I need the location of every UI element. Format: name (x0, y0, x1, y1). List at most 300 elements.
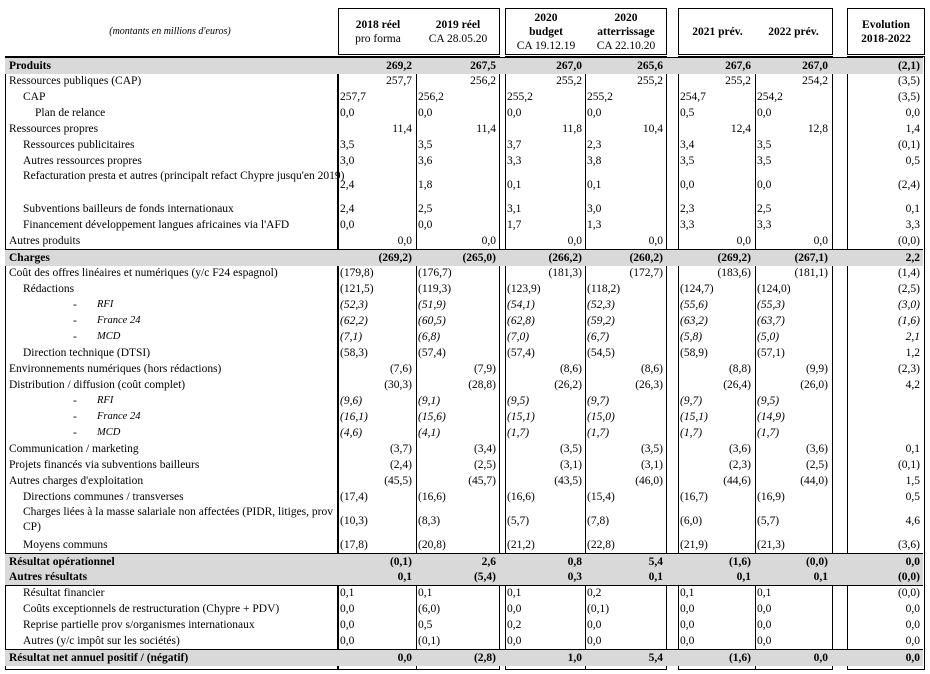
cell-value: 0,0 (905, 619, 920, 631)
table-row (5, 441, 923, 457)
table-row (5, 201, 923, 217)
cell-value: 0,0 (340, 219, 355, 231)
row-label: Charges (9, 252, 50, 264)
cell-value: 0,5 (905, 491, 920, 503)
cell-value: 0,1 (757, 587, 772, 599)
row-label: Distribution / diffusion (coût complet) (9, 379, 186, 391)
table-row (5, 217, 923, 233)
cell-value: 0,2 (587, 587, 602, 599)
row-label: Ressources publiques (CAP) (9, 75, 142, 87)
cell-value: (9,6) (340, 395, 363, 407)
cell-value: 0,0 (813, 652, 828, 664)
table-row (5, 473, 923, 489)
cell-value: 0,0 (587, 107, 602, 119)
cell-value: (0,1) (587, 603, 610, 615)
cell-value: (57,4) (507, 347, 535, 359)
header-2020a-sub: CA 22.10.20 (596, 39, 656, 52)
cell-value: 0,0 (507, 603, 522, 615)
cell-value: 0,0 (397, 652, 412, 664)
table-row (5, 649, 923, 666)
cell-value: (7,8) (587, 515, 610, 527)
table-row (5, 601, 923, 617)
cell-value: 0,1 (680, 587, 695, 599)
cell-value: (15,6) (418, 411, 446, 423)
row-label: Financement développement langues africaines via l'AFD (23, 219, 290, 231)
cell-value: 256,2 (418, 91, 444, 103)
row-label: RFI (97, 395, 114, 406)
cell-value: 0,0 (680, 603, 695, 615)
cell-value: 0,0 (340, 619, 355, 631)
cell-value: (172,7) (629, 267, 663, 279)
cell-value: 0,1 (905, 203, 920, 215)
cell-value: 0,0 (757, 179, 772, 191)
cell-value: (20,8) (418, 539, 446, 551)
cell-value: 0,0 (397, 235, 412, 247)
table-row (5, 169, 923, 201)
cell-value: (9,7) (680, 395, 703, 407)
cell-value: 0,1 (507, 179, 522, 191)
table-row (5, 57, 923, 74)
cell-value: (5,0) (757, 331, 780, 343)
cell-value: 269,2 (386, 60, 412, 72)
cell-value: (0,1) (897, 459, 920, 471)
cell-value: 1,4 (905, 123, 920, 135)
cell-value: (26,2) (554, 379, 582, 391)
cell-value: 0,0 (680, 635, 695, 647)
cell-value: (7,0) (507, 331, 530, 343)
cell-value: (118,2) (587, 283, 621, 295)
cell-value: (15,0) (587, 411, 615, 423)
cell-value: 0,0 (418, 219, 433, 231)
cell-value: (9,5) (507, 395, 530, 407)
cell-value: 254,2 (757, 91, 783, 103)
row-label: France 24 (97, 411, 141, 422)
cell-value: (2,5) (897, 283, 920, 295)
cell-value: 255,2 (507, 91, 533, 103)
table-row (5, 345, 923, 361)
table-row (5, 393, 923, 409)
cell-value: (9,7) (587, 395, 610, 407)
cell-value: (55,6) (680, 299, 708, 311)
cell-value: (2,5) (473, 459, 496, 471)
cell-value: (17,8) (340, 539, 368, 551)
cell-value: (45,5) (384, 475, 412, 487)
cell-value: 0,5 (680, 107, 695, 119)
cell-value: (3,6) (728, 443, 751, 455)
header-2019-sub: CA 28.05.20 (428, 32, 488, 45)
cell-value: (15,1) (680, 411, 708, 423)
row-label: MCD (97, 331, 121, 342)
cell-value: (5,7) (757, 515, 780, 527)
cell-value: (51,9) (418, 299, 446, 311)
cell-value: 254,2 (802, 75, 828, 87)
cell-value: 255,2 (637, 75, 663, 87)
cell-value: 11,4 (392, 123, 412, 135)
row-label: Ressources propres (9, 123, 99, 135)
row-label: MCD (97, 427, 121, 438)
units-note: (montants en millions d'euros) (109, 26, 231, 37)
cell-value: (62,8) (507, 315, 535, 327)
bullet-dash: - (73, 395, 77, 407)
cell-value: (58,9) (680, 347, 708, 359)
cell-value: (3,4) (473, 443, 496, 455)
cell-value: 11,4 (476, 123, 496, 135)
cell-value: (16,7) (680, 491, 708, 503)
cell-value: (2,4) (897, 179, 920, 191)
cell-value: 0,0 (757, 635, 772, 647)
cell-value: (10,3) (340, 515, 368, 527)
row-label: Ressources publicitaires (23, 139, 135, 151)
table-row (5, 633, 923, 649)
cell-value: (3,6) (805, 443, 828, 455)
cell-value: 0,0 (757, 603, 772, 615)
cell-value: (30,3) (384, 379, 412, 391)
table-row (5, 73, 923, 89)
row-label: Produits (9, 60, 51, 72)
row-label: Reprise partielle prov s/organismes internationaux (23, 619, 255, 631)
header-evo-title: Evolution (862, 18, 910, 31)
cell-value: 1,2 (905, 347, 920, 359)
cell-value: (9,5) (757, 395, 780, 407)
cell-value: 255,2 (587, 91, 613, 103)
cell-value: 267,0 (802, 60, 828, 72)
cell-value: 267,5 (470, 60, 496, 72)
row-label: Plan de relance (35, 107, 106, 119)
cell-value: 0,0 (507, 635, 522, 647)
cell-value: (6,8) (418, 331, 441, 343)
cell-value: (3,5) (640, 443, 663, 455)
cell-value: (17,4) (340, 491, 368, 503)
cell-value: (16,6) (507, 491, 535, 503)
cell-value: (57,4) (418, 347, 446, 359)
cell-value: (62,2) (340, 315, 368, 327)
cell-value: (60,5) (418, 315, 446, 327)
cell-value: 0,1 (736, 571, 751, 583)
cell-value: (0,0) (897, 587, 920, 599)
cell-value: 3,7 (507, 139, 522, 151)
row-label: Rédactions (23, 283, 75, 295)
cell-value: 0,0 (481, 235, 496, 247)
cell-value: 4,6 (905, 515, 920, 527)
cell-value: 0,0 (418, 107, 433, 119)
cell-value: 0,0 (757, 107, 772, 119)
cell-value: (119,3) (418, 283, 452, 295)
cell-value: 0,1 (397, 571, 412, 583)
row-label: Communication / marketing (9, 443, 139, 455)
cell-value: 4,2 (905, 379, 920, 391)
cell-value: (2,4) (389, 459, 412, 471)
cell-value: 0,5 (905, 155, 920, 167)
cell-value: (4,6) (340, 427, 363, 439)
cell-value: 3,1 (507, 203, 522, 215)
row-label: Résultat opérationnel (9, 556, 115, 568)
header-2022-title: 2022 prév. (768, 25, 819, 38)
row-label: RFI (97, 299, 114, 310)
cell-value: 2,5 (757, 203, 772, 215)
cell-value: 3,0 (587, 203, 602, 215)
cell-value: 10,4 (642, 123, 663, 135)
table-row (5, 569, 923, 586)
row-label: Autres résultats (9, 571, 88, 583)
cell-value: (7,9) (473, 363, 496, 375)
cell-value: 12,4 (730, 123, 751, 135)
cell-value: 267,6 (725, 60, 751, 72)
cell-value: 2,6 (481, 556, 496, 568)
cell-value: 1,7 (507, 219, 522, 231)
cell-value: (0,1) (389, 556, 412, 568)
header-2020b-sub: CA 19.12.19 (516, 39, 576, 52)
cell-value: 257,7 (340, 91, 366, 103)
row-label: Résultat net annuel positif / (négatif) (9, 652, 189, 664)
row-label: Refacturation presta et autres (principalt refact Chypre jusqu'en 2019) (23, 170, 345, 182)
cell-value: (0,0) (897, 235, 920, 247)
cell-value: (176,7) (418, 267, 452, 279)
cell-value: (6,0) (418, 603, 441, 615)
table-row (5, 489, 923, 505)
row-label: Résultat financier (23, 587, 105, 599)
bullet-dash: - (73, 411, 77, 423)
cell-value: (59,2) (587, 315, 615, 327)
cell-value: 0,0 (587, 619, 602, 631)
cell-value: (45,7) (468, 475, 496, 487)
header-2021-title: 2021 prév. (692, 25, 743, 38)
cell-value: (260,2) (629, 252, 663, 264)
cell-value: (123,9) (507, 283, 541, 295)
cell-value: 0,0 (680, 619, 695, 631)
cell-value: 2,4 (340, 179, 355, 191)
cell-value: (0,1) (897, 139, 920, 151)
cell-value: 0,0 (648, 235, 663, 247)
cell-value: 0,0 (905, 107, 920, 119)
cell-value: 267,0 (556, 60, 582, 72)
cell-value: (269,2) (717, 252, 751, 264)
cell-value: 2,3 (680, 203, 695, 215)
cell-value: (3,5) (559, 443, 582, 455)
row-label: Subventions bailleurs de fonds internationaux (23, 203, 234, 215)
cell-value: (26,4) (723, 379, 751, 391)
cell-value: (14,9) (757, 411, 785, 423)
header-2018 (340, 8, 416, 55)
cell-value: (21,3) (757, 539, 785, 551)
cell-value: (2,1) (897, 60, 920, 72)
table-row (5, 377, 923, 393)
cell-value: 0,1 (418, 587, 433, 599)
row-label: Charges liées à la masse salariale non affectées (PIDR, litiges, prov CP) (23, 506, 333, 533)
cell-value: 12,8 (807, 123, 828, 135)
cell-value: 265,6 (637, 60, 663, 72)
cell-value: 0,0 (680, 179, 695, 191)
cell-value: (6,7) (587, 331, 610, 343)
header-2022 (756, 8, 831, 55)
cell-value: 256,2 (470, 75, 496, 87)
table-row (5, 425, 923, 441)
cell-value: (2,8) (473, 652, 496, 664)
cell-value: (1,4) (897, 267, 920, 279)
cell-value: 0,0 (905, 635, 920, 647)
cell-value: (1,7) (680, 427, 703, 439)
table-row (5, 537, 923, 553)
bullet-dash: - (73, 427, 77, 439)
cell-value: 3,5 (757, 155, 772, 167)
table-row (5, 297, 923, 313)
cell-value: (15,1) (507, 411, 535, 423)
cell-value: (181,1) (794, 267, 828, 279)
header-2018-title: 2018 réel (355, 18, 401, 31)
cell-value: (181,3) (548, 267, 582, 279)
row-label: Environnements numériques (hors rédactions) (9, 363, 222, 375)
cell-value: (7,1) (340, 331, 363, 343)
cell-value: 3,5 (680, 155, 695, 167)
cell-value: (1,7) (507, 427, 530, 439)
cell-value: 0,0 (587, 635, 602, 647)
cell-value: (63,7) (757, 315, 785, 327)
cell-value: (4,1) (418, 427, 441, 439)
bullet-dash: - (73, 315, 77, 327)
cell-value: (0,0) (805, 556, 828, 568)
cell-value: 3,5 (418, 139, 433, 151)
cell-value: (16,6) (418, 491, 446, 503)
cell-value: 3,5 (340, 139, 355, 151)
header-2020-atterrissage (587, 8, 665, 55)
cell-value: 3,3 (757, 219, 772, 231)
cell-value: 0,0 (507, 107, 522, 119)
cell-value: (54,5) (587, 347, 615, 359)
row-label: Moyens communs (23, 539, 108, 551)
cell-value: 5,4 (648, 652, 663, 664)
cell-value: (5,4) (473, 571, 496, 583)
table-row (5, 121, 923, 137)
cell-value: (2,3) (897, 363, 920, 375)
row-label: Autres (y/c impôt sur les sociétés) (23, 635, 180, 647)
cell-value: (3,1) (640, 459, 663, 471)
cell-value: 3,3 (905, 219, 920, 231)
cell-value: (0,0) (897, 571, 920, 583)
header-2021 (680, 8, 755, 55)
cell-value: (28,8) (468, 379, 496, 391)
cell-value: (0,1) (418, 635, 441, 647)
cell-value: 0,1 (813, 571, 828, 583)
header-2020b-title: budget (529, 25, 563, 38)
cell-value: (9,9) (805, 363, 828, 375)
cell-value: (2,5) (805, 459, 828, 471)
cell-value: 0,1 (648, 571, 663, 583)
cell-value: (26,0) (800, 379, 828, 391)
cell-value: (265,0) (462, 252, 496, 264)
cell-value: 3,4 (680, 139, 695, 151)
cell-value: 257,7 (386, 75, 412, 87)
header-evolution (849, 8, 923, 55)
cell-value: (63,2) (680, 315, 708, 327)
row-label: France 24 (97, 315, 141, 326)
cell-value: (6,0) (680, 515, 703, 527)
cell-value: 3,6 (418, 155, 433, 167)
table-row (5, 105, 923, 121)
row-label: Autres produits (9, 235, 81, 247)
cell-value: (7,6) (389, 363, 412, 375)
cell-value: (44,6) (723, 475, 751, 487)
cell-value: (124,7) (680, 283, 714, 295)
cell-value: 11,8 (562, 123, 582, 135)
table-row (5, 505, 923, 537)
cell-value: 1,3 (587, 219, 602, 231)
cell-value: 0,0 (340, 603, 355, 615)
cell-value: 255,2 (725, 75, 751, 87)
cell-value: (22,8) (587, 539, 615, 551)
table-row (5, 361, 923, 377)
cell-value: (58,3) (340, 347, 368, 359)
table-row (5, 409, 923, 425)
cell-value: (121,5) (340, 283, 374, 295)
cell-value: (5,8) (680, 331, 703, 343)
cell-value: (3,5) (897, 75, 920, 87)
cell-value: (8,3) (418, 515, 441, 527)
cell-value: 0,0 (340, 635, 355, 647)
cell-value: 3,0 (340, 155, 355, 167)
row-label: Autres charges d'exploitation (9, 475, 144, 487)
cell-value: 254,7 (680, 91, 706, 103)
table-row (5, 137, 923, 153)
cell-value: (26,3) (635, 379, 663, 391)
cell-value: (1,7) (757, 427, 780, 439)
row-label: Projets financés via subventions bailleurs (9, 459, 200, 471)
table-row (5, 617, 923, 633)
cell-value: (3,1) (559, 459, 582, 471)
cell-value: 2,2 (905, 252, 920, 264)
cell-value: 5,4 (648, 556, 663, 568)
cell-value: 0,0 (567, 235, 582, 247)
cell-value: (3,0) (897, 299, 920, 311)
cell-value: (124,0) (757, 283, 791, 295)
row-label: CAP (23, 91, 46, 103)
cell-value: (266,2) (548, 252, 582, 264)
row-label: Coûts exceptionnels de restructuration (Chypre + PDV) (23, 603, 280, 615)
cell-value: (8,6) (640, 363, 663, 375)
row-label: Directions communes / transverses (23, 491, 184, 503)
cell-value: (3,7) (389, 443, 412, 455)
cell-value: 2,5 (418, 203, 433, 215)
header-evo-sub: 2018-2022 (861, 32, 911, 45)
cell-value: (1,6) (897, 315, 920, 327)
cell-value: (46,0) (635, 475, 663, 487)
cell-value: (179,8) (340, 267, 374, 279)
cell-value: (55,3) (757, 299, 785, 311)
cell-value: (16,9) (757, 491, 785, 503)
cell-value: 0,0 (905, 556, 920, 568)
bullet-dash: - (73, 331, 77, 343)
cell-value: (57,1) (757, 347, 785, 359)
table-row (5, 153, 923, 169)
cell-value: 2,1 (905, 331, 920, 343)
cell-value: (21,2) (507, 539, 535, 551)
cell-value: (267,1) (794, 252, 828, 264)
table-row (5, 89, 923, 105)
cell-value: (1,6) (728, 652, 751, 664)
cell-value: 3,5 (757, 139, 772, 151)
cell-value: (269,2) (378, 252, 412, 264)
cell-value: (9,1) (418, 395, 441, 407)
cell-value: 0,0 (905, 603, 920, 615)
row-label: Direction technique (DTSI) (23, 347, 151, 359)
cell-value: (183,6) (717, 267, 751, 279)
cell-value: 1,0 (567, 652, 582, 664)
cell-value: (52,3) (587, 299, 615, 311)
table-row (5, 329, 923, 345)
cell-value: (44,0) (800, 475, 828, 487)
table-row (5, 233, 923, 249)
cell-value: 3,3 (507, 155, 522, 167)
cell-value: (5,7) (507, 515, 530, 527)
table-row (5, 249, 923, 266)
